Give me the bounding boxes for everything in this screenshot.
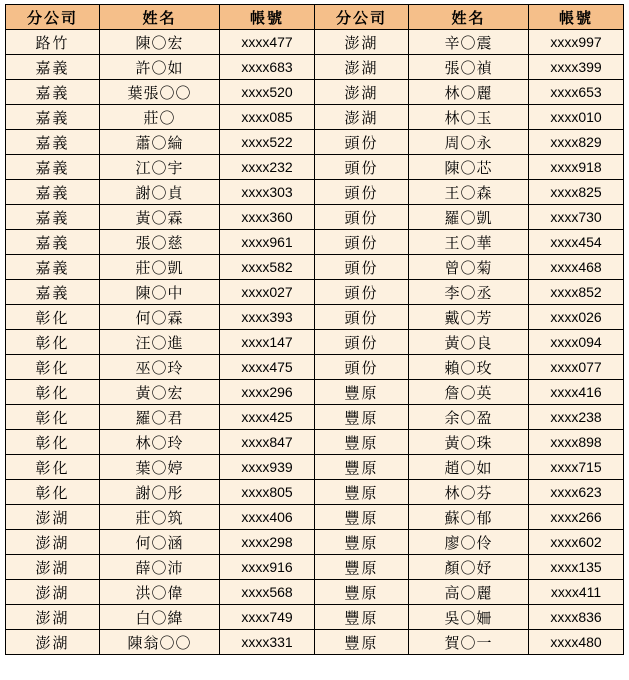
table-row <box>6 330 624 355</box>
column-header-branch-left: 分公司 <box>6 5 100 30</box>
table-row <box>6 355 624 380</box>
cell-branch-left: 嘉義 <box>6 180 100 205</box>
cell-branch-right: 豐原 <box>315 605 409 630</box>
cell-account-right: xxxx238 <box>529 405 624 430</box>
cell-account-right: xxxx918 <box>529 155 624 180</box>
cell-name-left: 黃〇霖 <box>100 205 220 230</box>
cell-branch-right: 頭份 <box>315 305 409 330</box>
table-row <box>6 130 624 155</box>
cell-account-right: xxxx852 <box>529 280 624 305</box>
cell-branch-left: 嘉義 <box>6 255 100 280</box>
table-row <box>6 55 624 80</box>
cell-branch-right: 豐原 <box>315 505 409 530</box>
cell-account-left: xxxx393 <box>220 305 315 330</box>
cell-name-left: 何〇涵 <box>100 530 220 555</box>
cell-branch-left: 澎湖 <box>6 580 100 605</box>
cell-name-left: 巫〇玲 <box>100 355 220 380</box>
cell-name-right: 陳〇芯 <box>409 155 529 180</box>
table-row <box>6 280 624 305</box>
cell-name-left: 蕭〇綸 <box>100 130 220 155</box>
cell-account-left: xxxx477 <box>220 30 315 55</box>
column-header-account-left: 帳號 <box>220 5 315 30</box>
cell-branch-left: 彰化 <box>6 380 100 405</box>
cell-account-right: xxxx416 <box>529 380 624 405</box>
column-header-branch-right: 分公司 <box>315 5 409 30</box>
cell-account-right: xxxx411 <box>529 580 624 605</box>
table-row <box>6 205 624 230</box>
cell-account-right: xxxx468 <box>529 255 624 280</box>
cell-branch-left: 嘉義 <box>6 80 100 105</box>
cell-account-right: xxxx898 <box>529 430 624 455</box>
cell-branch-left: 嘉義 <box>6 155 100 180</box>
cell-account-left: xxxx147 <box>220 330 315 355</box>
cell-account-right: xxxx266 <box>529 505 624 530</box>
cell-name-left: 莊〇凱 <box>100 255 220 280</box>
cell-branch-left: 彰化 <box>6 480 100 505</box>
cell-branch-right: 豐原 <box>315 580 409 605</box>
cell-name-right: 顏〇妤 <box>409 555 529 580</box>
cell-name-left: 張〇慈 <box>100 230 220 255</box>
cell-branch-right: 頭份 <box>315 330 409 355</box>
cell-branch-right: 豐原 <box>315 405 409 430</box>
cell-account-left: xxxx916 <box>220 555 315 580</box>
cell-branch-right: 頭份 <box>315 205 409 230</box>
cell-branch-right: 豐原 <box>315 380 409 405</box>
cell-name-left: 謝〇彤 <box>100 480 220 505</box>
cell-branch-left: 路竹 <box>6 30 100 55</box>
cell-name-right: 賀〇一 <box>409 630 529 655</box>
cell-branch-left: 澎湖 <box>6 530 100 555</box>
cell-name-left: 汪〇進 <box>100 330 220 355</box>
table-row <box>6 505 624 530</box>
cell-branch-right: 頭份 <box>315 280 409 305</box>
cell-name-left: 許〇如 <box>100 55 220 80</box>
cell-account-left: xxxx805 <box>220 480 315 505</box>
cell-branch-left: 彰化 <box>6 405 100 430</box>
cell-account-right: xxxx602 <box>529 530 624 555</box>
cell-account-right: xxxx026 <box>529 305 624 330</box>
table-row <box>6 80 624 105</box>
table-row <box>6 230 624 255</box>
cell-name-left: 葉〇婷 <box>100 455 220 480</box>
table-row <box>6 180 624 205</box>
cell-name-left: 林〇玲 <box>100 430 220 455</box>
cell-name-right: 林〇麗 <box>409 80 529 105</box>
cell-account-right: xxxx829 <box>529 130 624 155</box>
cell-name-right: 余〇盈 <box>409 405 529 430</box>
cell-branch-right: 豐原 <box>315 455 409 480</box>
column-header-account-right: 帳號 <box>529 5 624 30</box>
cell-name-right: 辛〇震 <box>409 30 529 55</box>
table-row <box>6 105 624 130</box>
cell-account-right: xxxx653 <box>529 80 624 105</box>
cell-name-right: 高〇麗 <box>409 580 529 605</box>
cell-account-left: xxxx406 <box>220 505 315 530</box>
cell-account-left: xxxx961 <box>220 230 315 255</box>
cell-name-right: 王〇華 <box>409 230 529 255</box>
cell-name-left: 陳〇宏 <box>100 30 220 55</box>
cell-name-left: 葉張〇〇 <box>100 80 220 105</box>
cell-account-left: xxxx520 <box>220 80 315 105</box>
cell-name-left: 陳〇中 <box>100 280 220 305</box>
cell-name-right: 周〇永 <box>409 130 529 155</box>
cell-branch-right: 澎湖 <box>315 55 409 80</box>
table-row <box>6 605 624 630</box>
cell-account-right: xxxx010 <box>529 105 624 130</box>
cell-branch-left: 嘉義 <box>6 130 100 155</box>
cell-account-left: xxxx475 <box>220 355 315 380</box>
cell-account-left: xxxx360 <box>220 205 315 230</box>
table-row <box>6 580 624 605</box>
cell-branch-right: 頭份 <box>315 255 409 280</box>
cell-name-left: 何〇霖 <box>100 305 220 330</box>
cell-account-right: xxxx399 <box>529 55 624 80</box>
cell-name-right: 王〇森 <box>409 180 529 205</box>
table-row <box>6 455 624 480</box>
cell-account-right: xxxx094 <box>529 330 624 355</box>
cell-name-left: 黃〇宏 <box>100 380 220 405</box>
cell-account-left: xxxx232 <box>220 155 315 180</box>
cell-branch-left: 彰化 <box>6 455 100 480</box>
cell-account-left: xxxx522 <box>220 130 315 155</box>
cell-branch-left: 澎湖 <box>6 630 100 655</box>
cell-account-right: xxxx454 <box>529 230 624 255</box>
winner-list-table <box>5 4 624 655</box>
cell-branch-right: 澎湖 <box>315 105 409 130</box>
cell-name-left: 羅〇君 <box>100 405 220 430</box>
cell-account-right: xxxx480 <box>529 630 624 655</box>
cell-account-right: xxxx077 <box>529 355 624 380</box>
table-row <box>6 430 624 455</box>
cell-branch-left: 澎湖 <box>6 605 100 630</box>
cell-branch-left: 澎湖 <box>6 555 100 580</box>
cell-branch-left: 嘉義 <box>6 205 100 230</box>
column-header-name-right: 姓名 <box>409 5 529 30</box>
cell-name-right: 蘇〇郁 <box>409 505 529 530</box>
cell-branch-right: 頭份 <box>315 180 409 205</box>
cell-name-right: 詹〇英 <box>409 380 529 405</box>
cell-name-left: 陳翁〇〇 <box>100 630 220 655</box>
cell-name-right: 戴〇芳 <box>409 305 529 330</box>
cell-name-left: 莊〇筑 <box>100 505 220 530</box>
cell-branch-left: 嘉義 <box>6 230 100 255</box>
cell-account-left: xxxx425 <box>220 405 315 430</box>
table-row <box>6 530 624 555</box>
cell-account-right: xxxx623 <box>529 480 624 505</box>
table-row <box>6 630 624 655</box>
table-body <box>6 30 624 655</box>
cell-name-right: 羅〇凱 <box>409 205 529 230</box>
cell-name-right: 林〇芬 <box>409 480 529 505</box>
cell-account-right: xxxx135 <box>529 555 624 580</box>
cell-account-right: xxxx825 <box>529 180 624 205</box>
cell-branch-right: 澎湖 <box>315 80 409 105</box>
cell-branch-right: 頭份 <box>315 130 409 155</box>
cell-name-right: 李〇丞 <box>409 280 529 305</box>
table-row <box>6 480 624 505</box>
cell-branch-right: 豐原 <box>315 630 409 655</box>
table-row <box>6 30 624 55</box>
cell-account-right: xxxx997 <box>529 30 624 55</box>
cell-branch-right: 豐原 <box>315 555 409 580</box>
cell-account-left: xxxx683 <box>220 55 315 80</box>
cell-branch-left: 嘉義 <box>6 105 100 130</box>
cell-account-left: xxxx749 <box>220 605 315 630</box>
cell-name-right: 林〇玉 <box>409 105 529 130</box>
cell-account-left: xxxx582 <box>220 255 315 280</box>
cell-name-left: 洪〇偉 <box>100 580 220 605</box>
table-row <box>6 405 624 430</box>
cell-name-left: 謝〇貞 <box>100 180 220 205</box>
cell-name-right: 賴〇玫 <box>409 355 529 380</box>
cell-account-left: xxxx027 <box>220 280 315 305</box>
cell-branch-left: 澎湖 <box>6 505 100 530</box>
table-row <box>6 380 624 405</box>
cell-branch-left: 嘉義 <box>6 280 100 305</box>
cell-name-right: 張〇禎 <box>409 55 529 80</box>
table-header-row <box>6 5 624 30</box>
column-header-name-left: 姓名 <box>100 5 220 30</box>
table-header <box>6 5 624 30</box>
cell-branch-right: 頭份 <box>315 155 409 180</box>
table-row <box>6 155 624 180</box>
cell-account-left: xxxx298 <box>220 530 315 555</box>
cell-branch-right: 豐原 <box>315 530 409 555</box>
cell-account-left: xxxx568 <box>220 580 315 605</box>
cell-account-left: xxxx331 <box>220 630 315 655</box>
cell-account-right: xxxx715 <box>529 455 624 480</box>
cell-account-left: xxxx939 <box>220 455 315 480</box>
cell-branch-right: 頭份 <box>315 230 409 255</box>
cell-name-left: 莊〇 <box>100 105 220 130</box>
table-row <box>6 305 624 330</box>
cell-account-left: xxxx085 <box>220 105 315 130</box>
cell-account-right: xxxx836 <box>529 605 624 630</box>
cell-name-left: 薛〇沛 <box>100 555 220 580</box>
cell-account-right: xxxx730 <box>529 205 624 230</box>
cell-branch-right: 頭份 <box>315 355 409 380</box>
cell-branch-right: 豐原 <box>315 430 409 455</box>
cell-name-left: 江〇宇 <box>100 155 220 180</box>
cell-account-left: xxxx847 <box>220 430 315 455</box>
cell-branch-left: 嘉義 <box>6 55 100 80</box>
cell-name-right: 趙〇如 <box>409 455 529 480</box>
cell-account-left: xxxx303 <box>220 180 315 205</box>
table-row <box>6 255 624 280</box>
cell-branch-left: 彰化 <box>6 355 100 380</box>
cell-name-right: 曾〇菊 <box>409 255 529 280</box>
cell-branch-right: 澎湖 <box>315 30 409 55</box>
cell-branch-right: 豐原 <box>315 480 409 505</box>
cell-account-left: xxxx296 <box>220 380 315 405</box>
cell-name-right: 黃〇珠 <box>409 430 529 455</box>
cell-name-right: 黃〇良 <box>409 330 529 355</box>
cell-name-right: 吳〇姍 <box>409 605 529 630</box>
cell-branch-left: 彰化 <box>6 305 100 330</box>
cell-branch-left: 彰化 <box>6 330 100 355</box>
cell-name-right: 廖〇伶 <box>409 530 529 555</box>
cell-branch-left: 彰化 <box>6 430 100 455</box>
table-row <box>6 555 624 580</box>
cell-name-left: 白〇緯 <box>100 605 220 630</box>
